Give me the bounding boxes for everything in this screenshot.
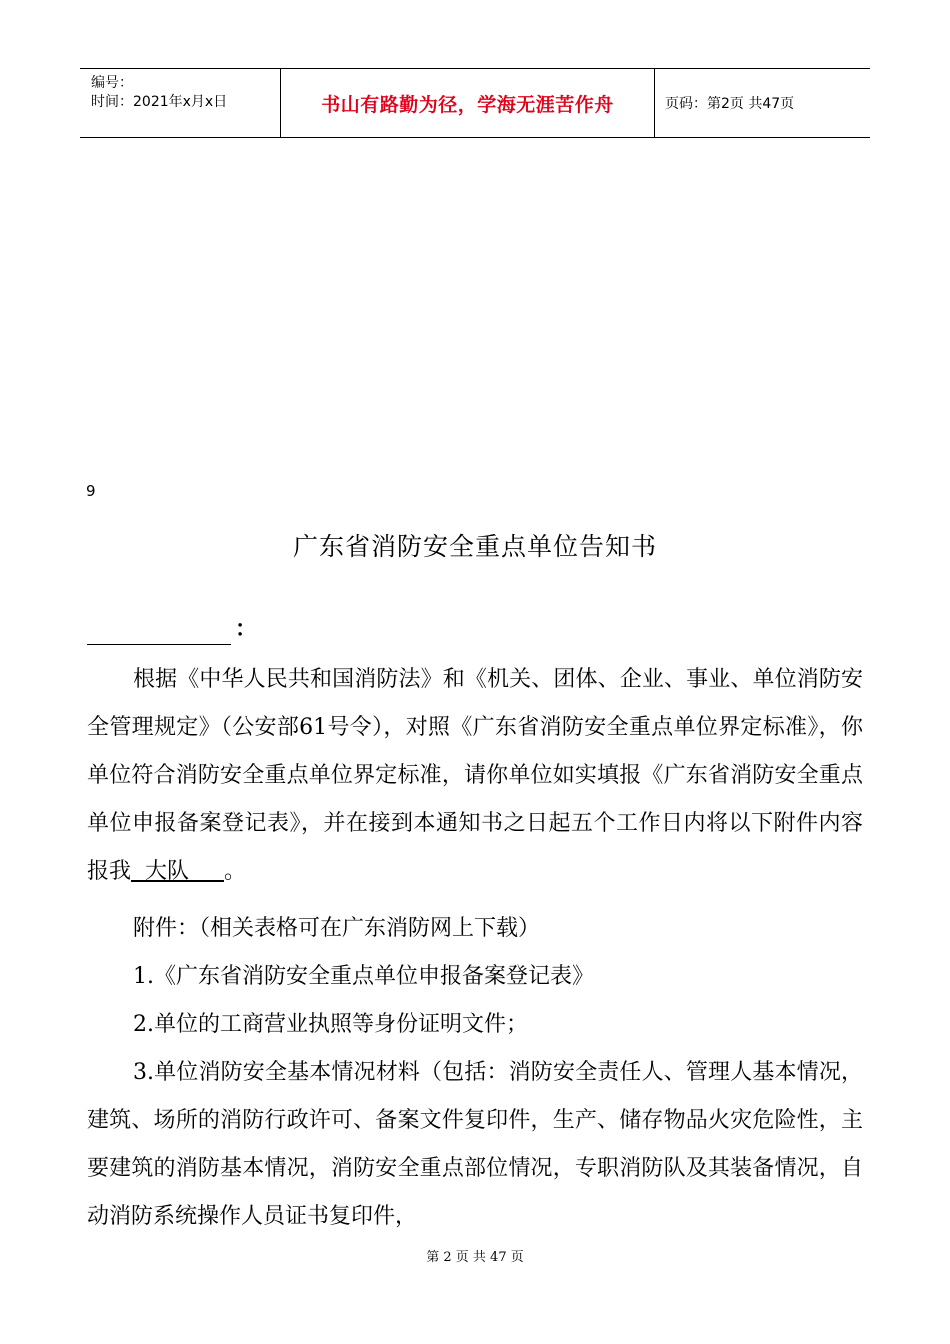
notice-paragraph-text: 根据《中华人民共和国消防法》和《机关、团体、企业、事业、单位消防安全管理规定》（公安部61号令），对照《广东省消防安全重点单位界定标准》，你单位符合消防安全重点单位界定标准，请你单位如实填报《广东省消防安全重点单位申报备案登记表》，并在接到本通知书之日起五个工作日内将以下附件内容报我 bbox=[87, 667, 863, 884]
page-marker: 9 bbox=[86, 482, 96, 500]
header-motto: 书山有路勤为径，学海无涯苦作舟 bbox=[281, 69, 655, 137]
document-title: 广东省消防安全重点单位告知书 bbox=[292, 532, 657, 561]
filled-unit-name: 大队 bbox=[131, 859, 224, 884]
header-meta-cell bbox=[80, 69, 281, 137]
header-page-code: 页码：第2页 共47页 bbox=[665, 96, 795, 112]
document-number-label: 编号： bbox=[91, 75, 133, 91]
attachment-item-3: 3.单位消防安全基本情况材料（包括：消防安全责任人、管理人基本情况，建筑、场所的消防行政许可、备案文件复印件，生产、储存物品火灾危险性，主要建筑的消防基本情况，消防安全重点部位情况，专职消防队及其装备情况，自动消防系统操作人员证书复印件， bbox=[87, 1060, 863, 1229]
addressee-colon: ： bbox=[235, 616, 258, 642]
attachment-item-2: 2.单位的工商营业执照等身份证明文件； bbox=[133, 1012, 528, 1037]
attachment-item-1: 1.《广东省消防安全重点单位申报备案登记表》 bbox=[133, 964, 594, 989]
notice-paragraph bbox=[87, 656, 863, 896]
document-time-label: 时间：2021年x月x日 bbox=[91, 94, 228, 110]
page-footer: 第 2 页 共 47 页 bbox=[426, 1250, 524, 1265]
notice-paragraph-end: 。 bbox=[223, 859, 246, 884]
attachments-label: 附件：（相关表格可在广东消防网上下载） bbox=[133, 916, 541, 941]
addressee-blank bbox=[87, 618, 231, 645]
header-table bbox=[80, 68, 870, 138]
addressee-line bbox=[87, 614, 863, 645]
